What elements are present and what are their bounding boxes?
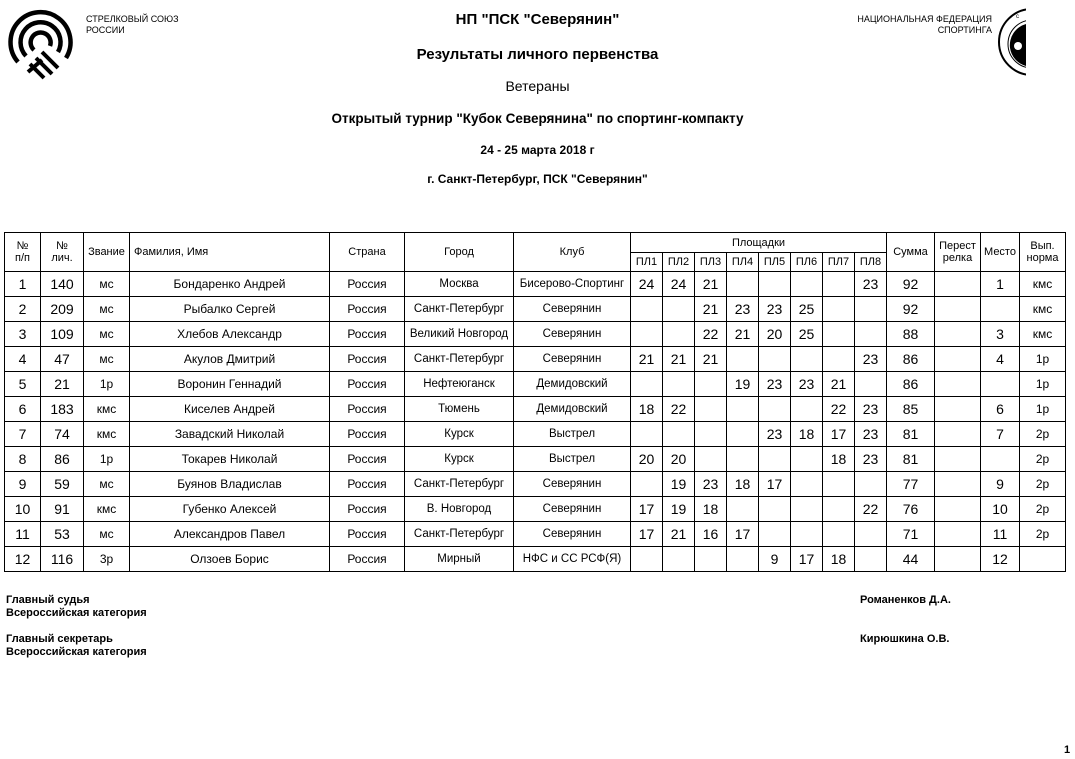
judge-name: Романенков Д.А. [860, 594, 951, 606]
cell-sum: 81 [887, 447, 935, 472]
page-number: 1 [1064, 744, 1071, 756]
cell-area-8: 23 [855, 397, 887, 422]
cell-country: Россия [330, 372, 405, 397]
cell-club: Демидовский [514, 372, 631, 397]
cell-shootoff [935, 372, 981, 397]
org-left-line2: РОССИИ [86, 25, 125, 35]
cell-shootoff [935, 522, 981, 547]
cell-area-1: 17 [631, 497, 663, 522]
cell-lic: 109 [41, 322, 84, 347]
table-row [5, 297, 1066, 322]
table-row [5, 347, 1066, 372]
cell-area-1 [631, 372, 663, 397]
col-header-areas: Площадки [631, 233, 887, 253]
cell-area-5 [759, 347, 791, 372]
cell-norm: 2р [1020, 447, 1066, 472]
cell-name: Рыбалко Сергей [130, 297, 330, 322]
cell-norm: 2р [1020, 497, 1066, 522]
cell-norm: 2р [1020, 472, 1066, 497]
cell-sum: 81 [887, 422, 935, 447]
col-header-area-1: ПЛ1 [631, 253, 663, 272]
cell-area-7: 18 [823, 447, 855, 472]
table-row [5, 422, 1066, 447]
cell-num: 7 [5, 422, 41, 447]
org-right-line2: СПОРТИНГА [937, 25, 992, 35]
col-header-area-8: ПЛ8 [855, 253, 887, 272]
cell-area-7 [823, 347, 855, 372]
cell-rank: 1р [84, 372, 130, 397]
col-header-city: Город [405, 233, 514, 272]
cell-rank: мс [84, 272, 130, 297]
cell-area-2: 22 [663, 397, 695, 422]
cell-sum: 44 [887, 547, 935, 572]
cell-area-3: 21 [695, 272, 727, 297]
cell-place [981, 447, 1020, 472]
cell-shootoff [935, 322, 981, 347]
cell-area-7 [823, 522, 855, 547]
col-header-num: № п/п [5, 233, 41, 272]
cell-lic: 47 [41, 347, 84, 372]
cell-num: 9 [5, 472, 41, 497]
cell-area-4: 23 [727, 297, 759, 322]
cell-name: Акулов Дмитрий [130, 347, 330, 372]
cell-rank: кмс [84, 497, 130, 522]
cell-area-1 [631, 297, 663, 322]
cell-sum: 88 [887, 322, 935, 347]
cell-place: 1 [981, 272, 1020, 297]
cell-rank: 3р [84, 547, 130, 572]
results-table [4, 232, 1066, 572]
col-header-norm: Вып. норма [1020, 233, 1066, 272]
svg-text:с: с [1016, 14, 1019, 20]
cell-place: 9 [981, 472, 1020, 497]
cell-sum: 76 [887, 497, 935, 522]
cell-club: Северянин [514, 522, 631, 547]
table-row [5, 472, 1066, 497]
cell-area-3 [695, 397, 727, 422]
cell-lic: 116 [41, 547, 84, 572]
cell-shootoff [935, 397, 981, 422]
cell-city: Санкт-Петербург [405, 297, 514, 322]
cell-area-6: 25 [791, 322, 823, 347]
cell-club: Северянин [514, 322, 631, 347]
cell-norm: 1р [1020, 347, 1066, 372]
cell-sum: 71 [887, 522, 935, 547]
cell-area-1: 21 [631, 347, 663, 372]
cell-num: 3 [5, 322, 41, 347]
cell-area-7 [823, 272, 855, 297]
cell-shootoff [935, 422, 981, 447]
cell-shootoff [935, 547, 981, 572]
cell-area-5: 9 [759, 547, 791, 572]
cell-rank: мс [84, 472, 130, 497]
cell-place [981, 372, 1020, 397]
tournament-dates: 24 - 25 марта 2018 г [480, 143, 595, 157]
cell-rank: кмс [84, 422, 130, 447]
cell-area-6: 23 [791, 372, 823, 397]
cell-city: В. Новгород [405, 497, 514, 522]
col-header-club: Клуб [514, 233, 631, 272]
cell-area-5 [759, 272, 791, 297]
cell-place: 12 [981, 547, 1020, 572]
cell-club: Бисерово-Спортинг [514, 272, 631, 297]
cell-num: 10 [5, 497, 41, 522]
cell-area-1 [631, 472, 663, 497]
cell-area-5 [759, 497, 791, 522]
col-header-sum: Сумма [887, 233, 935, 272]
cell-num: 12 [5, 547, 41, 572]
cell-area-8 [855, 372, 887, 397]
cell-area-8: 23 [855, 422, 887, 447]
cell-rank: 1р [84, 447, 130, 472]
cell-area-7 [823, 497, 855, 522]
cell-area-3 [695, 447, 727, 472]
cell-shootoff [935, 272, 981, 297]
col-header-area-7: ПЛ7 [823, 253, 855, 272]
cell-name: Александров Павел [130, 522, 330, 547]
cell-area-6: 18 [791, 422, 823, 447]
cell-country: Россия [330, 347, 405, 372]
cell-country: Россия [330, 272, 405, 297]
cell-area-4 [727, 497, 759, 522]
cell-place: 7 [981, 422, 1020, 447]
cell-area-8 [855, 472, 887, 497]
table-row [5, 272, 1066, 297]
cell-area-5: 23 [759, 297, 791, 322]
cell-name: Воронин Геннадий [130, 372, 330, 397]
cell-place: 11 [981, 522, 1020, 547]
cell-sum: 92 [887, 297, 935, 322]
cell-area-2 [663, 297, 695, 322]
cell-rank: мс [84, 522, 130, 547]
cell-area-4: 18 [727, 472, 759, 497]
cell-place: 10 [981, 497, 1020, 522]
cell-country: Россия [330, 547, 405, 572]
table-row [5, 522, 1066, 547]
cell-area-4 [727, 347, 759, 372]
cell-area-1 [631, 422, 663, 447]
cell-city: Курск [405, 447, 514, 472]
cell-country: Россия [330, 422, 405, 447]
cell-norm: кмс [1020, 272, 1066, 297]
cell-norm: кмс [1020, 297, 1066, 322]
cell-area-2: 19 [663, 497, 695, 522]
cell-club: Северянин [514, 297, 631, 322]
cell-shootoff [935, 297, 981, 322]
table-row [5, 372, 1066, 397]
cell-country: Россия [330, 447, 405, 472]
cell-lic: 86 [41, 447, 84, 472]
cell-city: Санкт-Петербург [405, 472, 514, 497]
cell-area-1: 20 [631, 447, 663, 472]
cell-area-7: 22 [823, 397, 855, 422]
cell-area-2: 21 [663, 347, 695, 372]
cell-lic: 91 [41, 497, 84, 522]
cell-sum: 77 [887, 472, 935, 497]
cell-lic: 140 [41, 272, 84, 297]
cell-sum: 86 [887, 347, 935, 372]
tournament-name: Открытый турнир "Кубок Северянина" по спортинг-компакту [331, 111, 744, 126]
cell-name: Хлебов Александр [130, 322, 330, 347]
cell-sum: 85 [887, 397, 935, 422]
cell-num: 6 [5, 397, 41, 422]
cell-area-2 [663, 322, 695, 347]
cell-area-8 [855, 297, 887, 322]
table-row [5, 547, 1066, 572]
cell-norm: 2р [1020, 422, 1066, 447]
cell-club: Выстрел [514, 447, 631, 472]
cell-city: Мирный [405, 547, 514, 572]
cell-area-1 [631, 322, 663, 347]
col-header-area-5: ПЛ5 [759, 253, 791, 272]
secretary-name: Кирюшкина О.В. [860, 633, 950, 645]
cell-area-3: 16 [695, 522, 727, 547]
cell-place: 6 [981, 397, 1020, 422]
cell-club: Северянин [514, 347, 631, 372]
cell-area-3: 23 [695, 472, 727, 497]
cell-lic: 59 [41, 472, 84, 497]
cell-shootoff [935, 447, 981, 472]
org-name: НП "ПСК "Северянин" [455, 11, 620, 28]
cell-area-2: 24 [663, 272, 695, 297]
cell-name: Киселев Андрей [130, 397, 330, 422]
cell-club: Северянин [514, 472, 631, 497]
cell-norm: 1р [1020, 372, 1066, 397]
cell-num: 11 [5, 522, 41, 547]
judge-title: Главный судья Всероссийская категория [6, 594, 147, 619]
cell-area-8: 22 [855, 497, 887, 522]
cell-area-7: 18 [823, 547, 855, 572]
cell-club: Демидовский [514, 397, 631, 422]
cell-country: Россия [330, 297, 405, 322]
cell-lic: 183 [41, 397, 84, 422]
cell-norm [1020, 547, 1066, 572]
cell-num: 8 [5, 447, 41, 472]
cell-city: Нефтеюганск [405, 372, 514, 397]
cell-area-1 [631, 547, 663, 572]
cell-area-4: 17 [727, 522, 759, 547]
cell-norm: 1р [1020, 397, 1066, 422]
cell-area-5: 23 [759, 422, 791, 447]
cell-area-4 [727, 447, 759, 472]
tournament-place: г. Санкт-Петербург, ПСК "Северянин" [427, 172, 648, 186]
cell-rank: мс [84, 322, 130, 347]
cell-area-4 [727, 547, 759, 572]
cell-area-7: 21 [823, 372, 855, 397]
cell-lic: 209 [41, 297, 84, 322]
cell-country: Россия [330, 522, 405, 547]
cell-area-7 [823, 322, 855, 347]
cell-lic: 21 [41, 372, 84, 397]
cell-area-5 [759, 397, 791, 422]
cell-rank: кмс [84, 397, 130, 422]
cell-name: Бондаренко Андрей [130, 272, 330, 297]
cell-name: Токарев Николай [130, 447, 330, 472]
cell-area-1: 24 [631, 272, 663, 297]
cell-area-2 [663, 547, 695, 572]
cell-area-7 [823, 472, 855, 497]
cell-area-5 [759, 447, 791, 472]
cell-rank: мс [84, 297, 130, 322]
cell-area-6: 17 [791, 547, 823, 572]
cell-area-8 [855, 547, 887, 572]
cell-area-2 [663, 422, 695, 447]
cell-area-3 [695, 547, 727, 572]
cell-area-2: 20 [663, 447, 695, 472]
cell-num: 4 [5, 347, 41, 372]
cell-area-6 [791, 472, 823, 497]
cell-area-6 [791, 347, 823, 372]
cell-club: Выстрел [514, 422, 631, 447]
cell-area-4: 21 [727, 322, 759, 347]
cell-area-1: 18 [631, 397, 663, 422]
col-header-country: Страна [330, 233, 405, 272]
cell-area-6 [791, 397, 823, 422]
cell-area-3: 18 [695, 497, 727, 522]
cell-name: Губенко Алексей [130, 497, 330, 522]
cell-area-6 [791, 447, 823, 472]
cell-area-7: 17 [823, 422, 855, 447]
table-row [5, 322, 1066, 347]
cell-num: 1 [5, 272, 41, 297]
cell-norm: 2р [1020, 522, 1066, 547]
cell-city: Великий Новгород [405, 322, 514, 347]
cell-area-6 [791, 272, 823, 297]
org-right-line1: НАЦИОНАЛЬНАЯ ФЕДЕРАЦИЯ [857, 14, 992, 24]
col-header-rank: Звание [84, 233, 130, 272]
col-header-area-6: ПЛ6 [791, 253, 823, 272]
table-row [5, 497, 1066, 522]
cell-country: Россия [330, 322, 405, 347]
cell-area-3: 21 [695, 347, 727, 372]
cell-norm: кмс [1020, 322, 1066, 347]
cell-lic: 74 [41, 422, 84, 447]
cell-city: Москва [405, 272, 514, 297]
cell-club: Северянин [514, 497, 631, 522]
cell-lic: 53 [41, 522, 84, 547]
cell-area-8 [855, 322, 887, 347]
cell-area-8: 23 [855, 347, 887, 372]
cell-area-4 [727, 272, 759, 297]
cell-area-2: 21 [663, 522, 695, 547]
org-left-line1: СТРЕЛКОВЫЙ СОЮЗ [86, 14, 179, 24]
cell-shootoff [935, 497, 981, 522]
cell-area-4 [727, 397, 759, 422]
col-header-area-4: ПЛ4 [727, 253, 759, 272]
cell-shootoff [935, 347, 981, 372]
cell-area-3 [695, 372, 727, 397]
cell-area-8 [855, 522, 887, 547]
cell-area-5: 23 [759, 372, 791, 397]
category: Ветераны [505, 78, 570, 94]
cell-country: Россия [330, 472, 405, 497]
cell-area-5 [759, 522, 791, 547]
cell-area-6: 25 [791, 297, 823, 322]
cell-area-6 [791, 522, 823, 547]
cell-name: Буянов Владислав [130, 472, 330, 497]
cell-country: Россия [330, 397, 405, 422]
col-header-area-3: ПЛ3 [695, 253, 727, 272]
cell-place: 3 [981, 322, 1020, 347]
cell-area-4: 19 [727, 372, 759, 397]
cell-shootoff [935, 472, 981, 497]
col-header-area-2: ПЛ2 [663, 253, 695, 272]
cell-city: Санкт-Петербург [405, 347, 514, 372]
cell-area-5: 20 [759, 322, 791, 347]
cell-area-1: 17 [631, 522, 663, 547]
cell-name: Завадский Николай [130, 422, 330, 447]
cell-sum: 86 [887, 372, 935, 397]
cell-area-3: 21 [695, 297, 727, 322]
cell-place [981, 297, 1020, 322]
cell-area-6 [791, 497, 823, 522]
cell-place: 4 [981, 347, 1020, 372]
cell-area-4 [727, 422, 759, 447]
col-header-place: Место [981, 233, 1020, 272]
cell-area-2 [663, 372, 695, 397]
cell-rank: мс [84, 347, 130, 372]
cell-area-5: 17 [759, 472, 791, 497]
cell-city: Курск [405, 422, 514, 447]
table-row [5, 447, 1066, 472]
col-header-shootoff: Перест релка [935, 233, 981, 272]
cell-city: Тюмень [405, 397, 514, 422]
cell-area-8: 23 [855, 272, 887, 297]
cell-country: Россия [330, 497, 405, 522]
cell-sum: 92 [887, 272, 935, 297]
cell-num: 2 [5, 297, 41, 322]
cell-area-7 [823, 297, 855, 322]
cell-area-8: 23 [855, 447, 887, 472]
col-header-lic: № лич. [41, 233, 84, 272]
cell-city: Санкт-Петербург [405, 522, 514, 547]
cell-club: НФС и СС РСФ(Я) [514, 547, 631, 572]
cell-area-3 [695, 422, 727, 447]
page-title: Результаты личного первенства [416, 46, 659, 63]
cell-area-2: 19 [663, 472, 695, 497]
cell-area-3: 22 [695, 322, 727, 347]
secretary-title: Главный секретарь Всероссийская категория [6, 633, 147, 658]
cell-num: 5 [5, 372, 41, 397]
col-header-name: Фамилия, Имя [130, 233, 330, 272]
cell-name: Олзоев Борис [130, 547, 330, 572]
table-row [5, 397, 1066, 422]
